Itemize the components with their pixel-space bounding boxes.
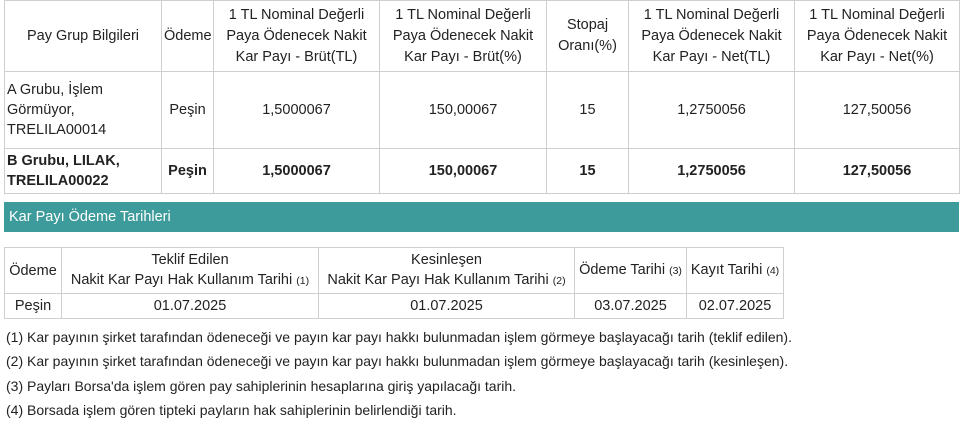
record-date-cell: 02.07.2025 [687, 294, 784, 319]
table-row [5, 294, 784, 319]
header-net-tl: 1 TL Nominal Değerli Paya Ödenecek Nakit Kar Payı - Net(TL) [629, 1, 795, 72]
offered-date-cell: 01.07.2025 [62, 294, 319, 319]
net-tl-cell: 1,2750056 [629, 149, 795, 194]
header-net-pct: 1 TL Nominal Değerli Paya Ödenecek Nakit Kar Payı - Net(%) [795, 1, 960, 72]
gross-pct-cell: 150,00067 [380, 72, 547, 149]
net-tl-cell: 1,2750056 [629, 72, 795, 149]
header-record-date [687, 248, 784, 294]
stopaj-cell: 15 [547, 72, 629, 149]
gross-tl-cell: 1,5000067 [214, 149, 380, 194]
header-gross-tl: 1 TL Nominal Değerli Paya Ödenecek Nakit Kar Payı - Brüt(TL) [214, 1, 380, 72]
header-stopaj: Stopaj Oranı(%) [547, 1, 629, 72]
header-final-date [319, 248, 575, 294]
table-header-row [5, 1, 960, 72]
footnote-2: (2) Kar payının şirket tarafından ödeneceği ve payın kar payı hakkı bulunmadan işlem görmeye başlayacağı tarih (kesinleşen). [6, 353, 789, 370]
payment-date-cell: 03.07.2025 [575, 294, 687, 319]
net-pct-cell: 127,50056 [795, 72, 960, 149]
header-pay-group: Pay Grup Bilgileri [5, 1, 162, 72]
footnote-ref: (1) [296, 275, 310, 287]
pay-group-line: A Grubu, İşlem [7, 82, 103, 98]
header-payment-date [575, 248, 687, 294]
gross-tl-cell: 1,5000067 [214, 72, 380, 149]
dividend-dates-table [4, 247, 784, 319]
net-pct-cell: 127,50056 [795, 149, 960, 194]
header-payment: Ödeme [5, 248, 62, 294]
footnote-ref: (2) [552, 275, 566, 287]
pay-group-line: TRELILA00022 [7, 173, 109, 189]
dividend-table [4, 0, 960, 194]
header-payment-date-label: Ödeme Tarihi [579, 262, 666, 278]
payment-cell: Peşin [162, 72, 214, 149]
header-final-line1: Kesinleşen [411, 252, 482, 268]
footnote-3: (3) Payları Borsa'da işlem gören pay sahiplerinin hesaplarına giriş yapılacağı tarih. [6, 377, 517, 394]
pay-group-cell [5, 72, 162, 149]
stopaj-cell: 15 [547, 149, 629, 194]
footnote-1: (1) Kar payının şirket tarafından ödeneceği ve payın kar payı hakkı bulunmadan işlem görmeye başlayacağı tarih (teklif edilen). [6, 329, 792, 345]
pay-group-line: TRELILA00014 [7, 122, 107, 138]
header-offered-line1: Teklif Edilen [151, 252, 229, 268]
header-final-line2: Nakit Kar Payı Hak Kullanım Tarihi [327, 272, 549, 288]
header-gross-pct: 1 TL Nominal Değerli Paya Ödenecek Nakit Kar Payı - Brüt(%) [380, 1, 547, 72]
header-offered-line2: Nakit Kar Payı Hak Kullanım Tarihi [70, 272, 293, 288]
payment-cell: Peşin [5, 294, 62, 319]
footnote-ref: (3) [669, 265, 682, 277]
footnotes [6, 325, 956, 422]
footnote-4: (4) Borsada işlem gören tipteki payların hak sahiplerinin belirlendiği tarih. [6, 401, 457, 418]
pay-group-cell [5, 149, 162, 194]
footnote-ref: (4) [766, 265, 780, 277]
gross-pct-cell: 150,00067 [380, 149, 547, 194]
table-row [5, 72, 960, 149]
header-offered-date [62, 248, 319, 294]
final-date-cell: 01.07.2025 [319, 294, 575, 319]
payment-cell: Peşin [162, 149, 214, 194]
section-header-dividend-dates: Kar Payı Ödeme Tarihleri [4, 202, 959, 232]
table-row [5, 149, 960, 194]
header-record-date-label: Kayıt Tarihi [690, 262, 763, 278]
pay-group-line: B Grubu, LILAK, [7, 153, 120, 169]
header-payment: Ödeme [162, 1, 214, 72]
pay-group-line: Görmüyor, [7, 102, 75, 118]
table-header-row [5, 248, 784, 294]
